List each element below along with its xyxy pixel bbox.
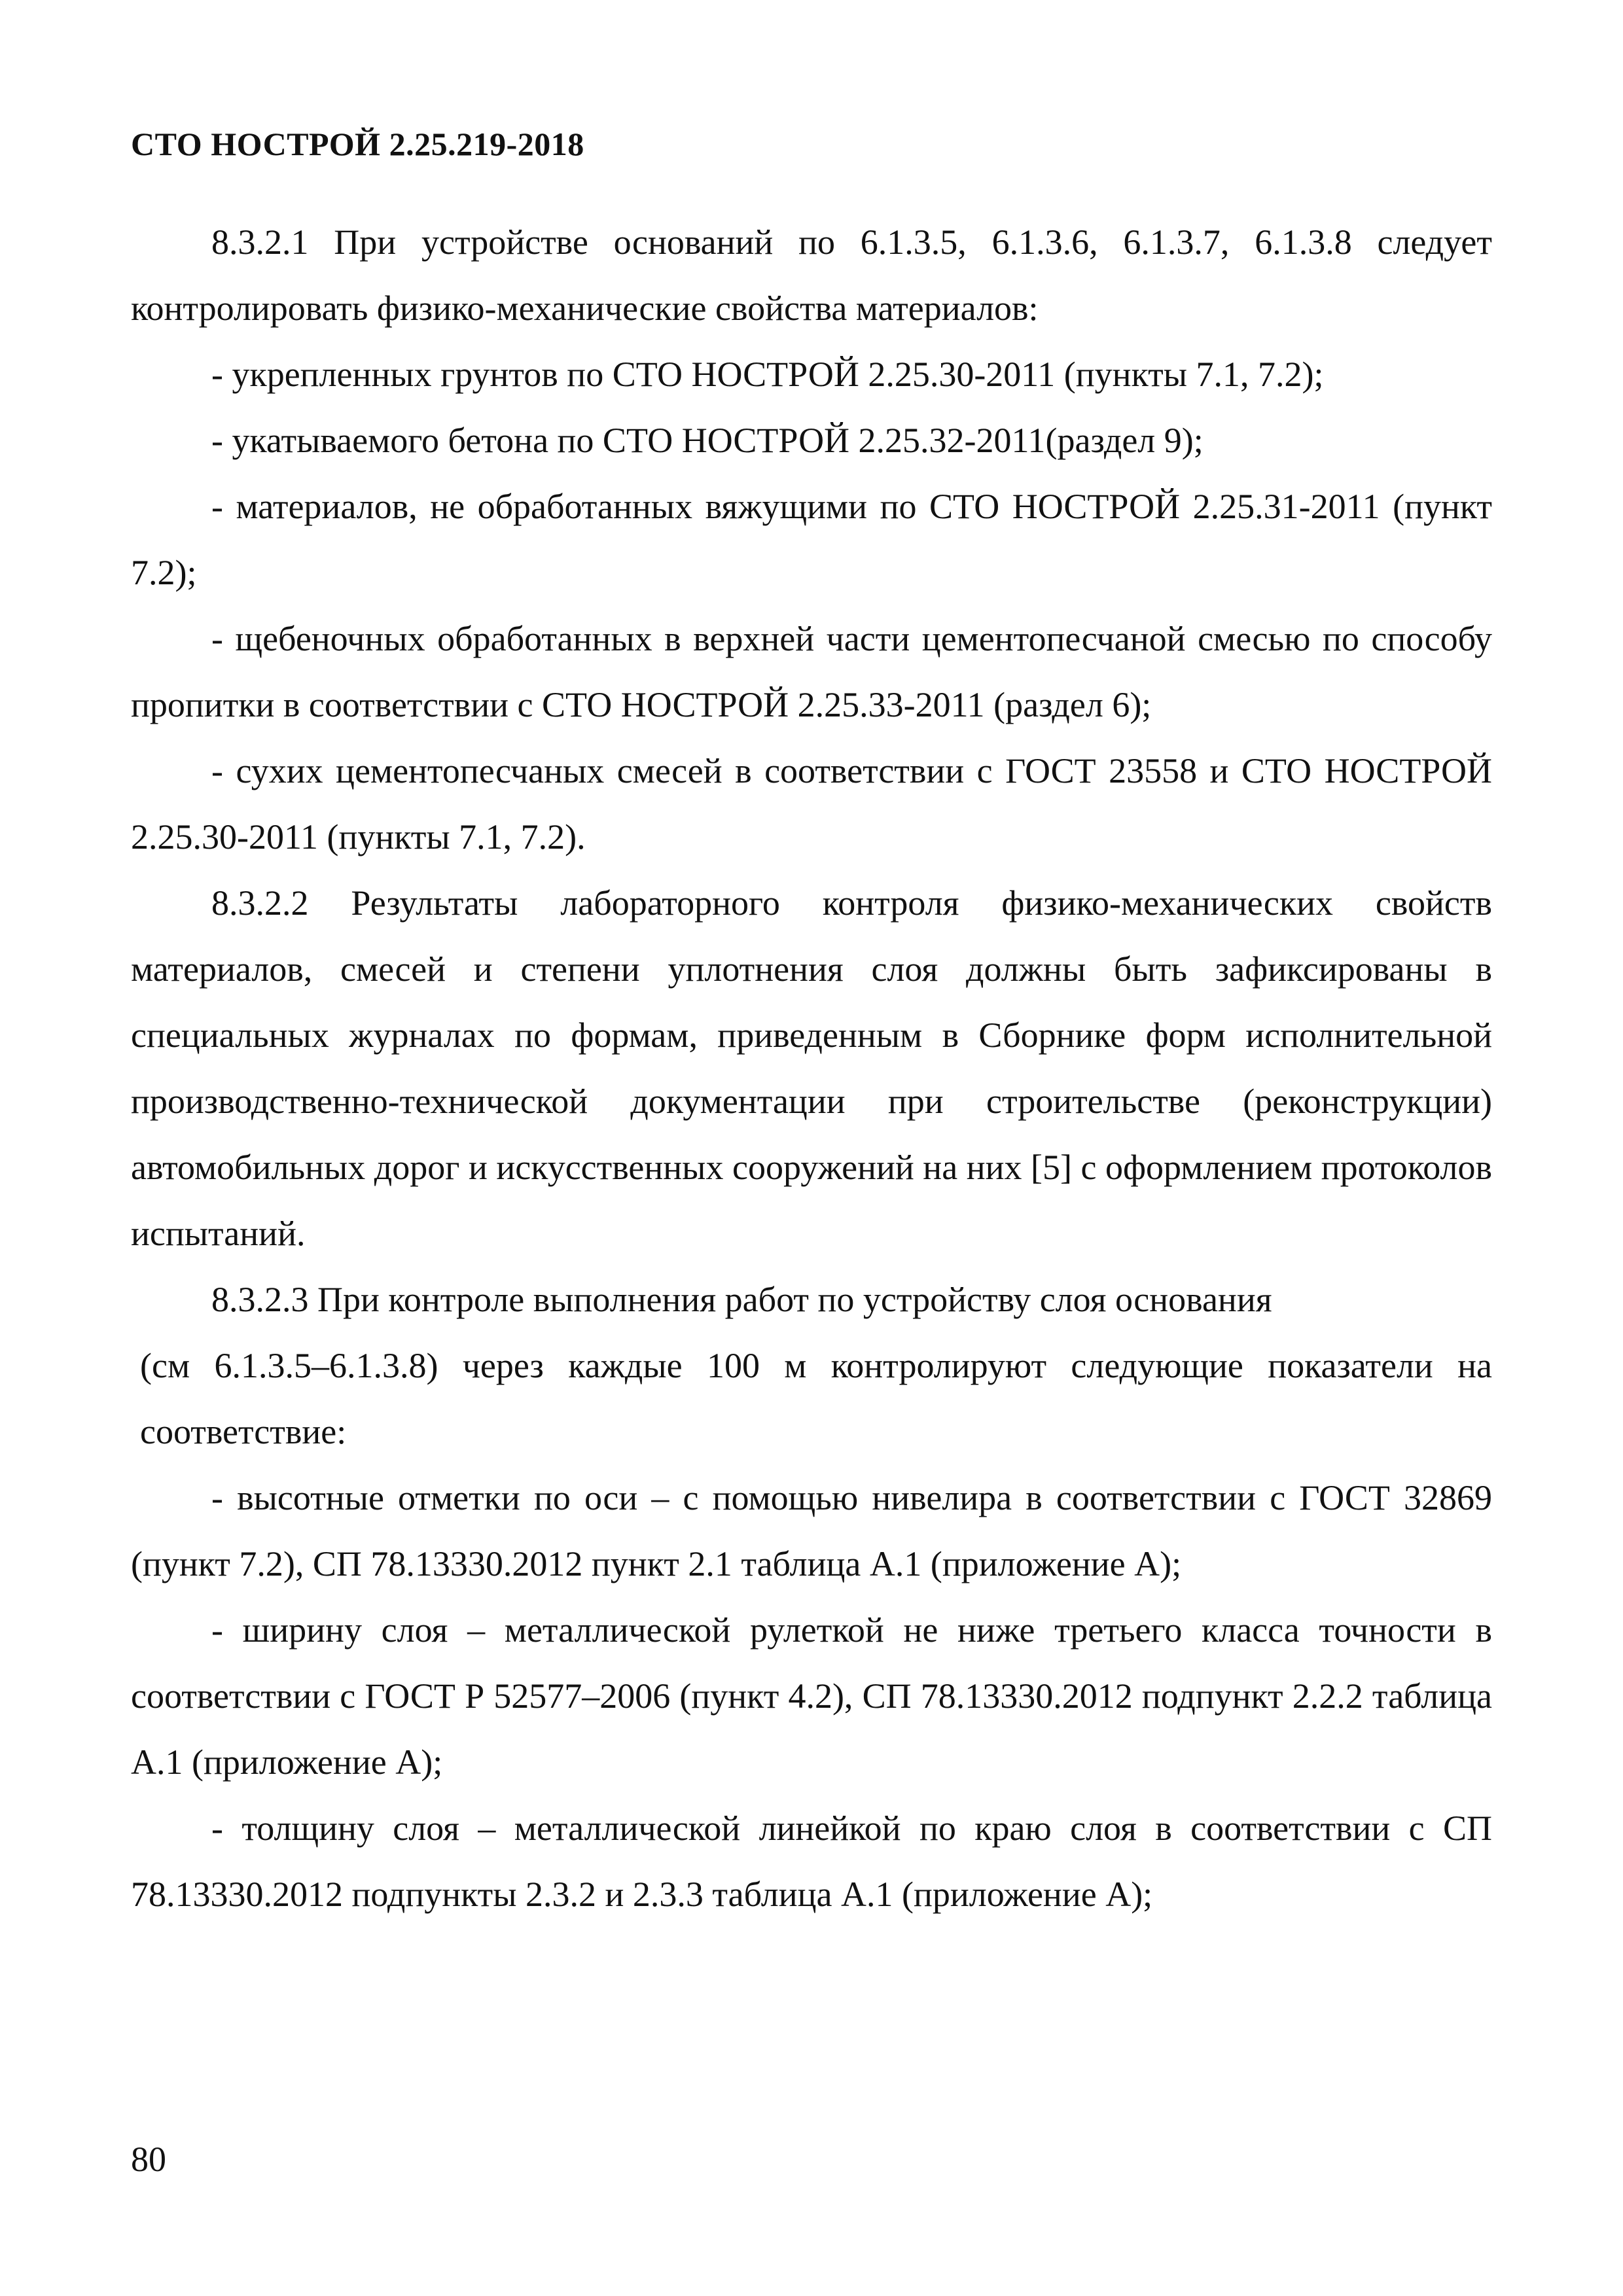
paragraph-8-3-2-3: 8.3.2.3 При контроле выполнения работ по устройству слоя основания [211, 1280, 1272, 1319]
paragraph-8-3-2-3-continued: (см 6.1.3.5–6.1.3.8) через каждые 100 м контролируют следующие показатели на соответствие: [140, 1346, 1492, 1451]
paragraph-8-3-2-2: 8.3.2.2 Результаты лабораторного контроля физико-механических свойств материалов, смесей и степени уплотнения слоя должны быть зафиксированы в специальных журналах по формам, приведенным в Сборнике форм исполнительной производственно-технической документации при строительстве (реконструкции) автомобильных дорог и искусственных сооружений на них [5] с оформлением протоколов испытаний. [131, 883, 1492, 1253]
page-number: 80 [131, 2140, 166, 2179]
list-item-layer-thickness: - толщину слоя – металлической линейкой по краю слоя в соответствии с СП 78.13330.2012 подпункты 2.3.2 и 2.3.3 таблица А.1 (приложение А); [131, 1809, 1492, 1914]
document-header: СТО НОСТРОЙ 2.25.219-2018 [131, 126, 584, 162]
list-item-layer-width: - ширину слоя – металлической рулеткой не ниже третьего класса точности в соответствии с ГОСТ Р 52577–2006 (пункт 4.2), СП 78.13330.2012 подпункт 2.2.2 таблица А.1 (приложение А); [131, 1610, 1492, 1782]
list-item-strengthened-soils: - укрепленных грунтов по СТО НОСТРОЙ 2.25.30-2011 (пункты 7.1, 7.2); [211, 355, 1324, 394]
list-item-untreated-materials: - материалов, не обработанных вяжущими по СТО НОСТРОЙ 2.25.31-2011 (пункт 7.2); [131, 487, 1492, 592]
list-item-rolled-concrete: - укатываемого бетона по СТО НОСТРОЙ 2.25.32-2011(раздел 9); [211, 421, 1204, 460]
list-item-elevation-marks: - высотные отметки по оси – с помощью нивелира в соответствии с ГОСТ 32869 (пункт 7.2), СП 78.13330.2012 пункт 2.1 таблица А.1 (приложение А); [131, 1478, 1492, 1583]
document-body [131, 209, 1492, 1928]
list-item-dry-mixtures: - сухих цементопесчаных смесей в соответствии с ГОСТ 23558 и СТО НОСТРОЙ 2.25.30-2011 (пункты 7.1, 7.2). [131, 751, 1492, 857]
list-item-crushed-stone: - щебеночных обработанных в верхней части цементопесчаной смесью по способу пропитки в соответствии с СТО НОСТРОЙ 2.25.33-2011 (раздел 6); [131, 619, 1492, 724]
paragraph-8-3-2-1: 8.3.2.1 При устройстве оснований по 6.1.3.5, 6.1.3.6, 6.1.3.7, 6.1.3.8 следует контролировать физико-механические свойства материалов: [131, 222, 1492, 328]
